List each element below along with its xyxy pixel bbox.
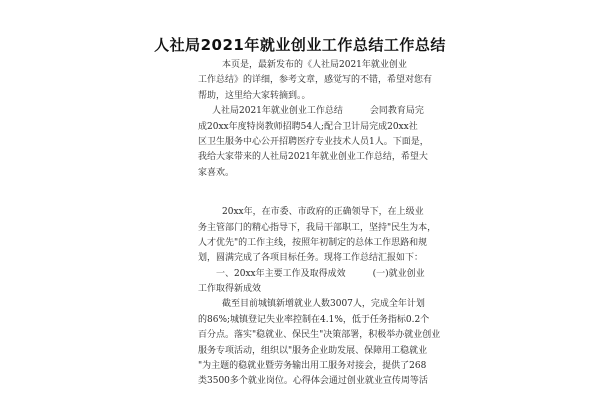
section-heading-line: 一、20xx年主要工作及取得成效 (一)就业创业 (216, 268, 425, 279)
paragraph-line: 本页是，最新发布的《人社局2021年就业创业 (222, 60, 407, 70)
section-heading-line: 工作取得新成效 (198, 284, 262, 295)
paragraph-line: 帮助，这里给大家转摘到。。 (198, 90, 311, 101)
paragraph-line: 工作总结》的详细，参考文章，感觉写的不错，希望对您有 (198, 75, 433, 86)
paragraph-line: 的86%;城镇登记失业率控制在4.1%，低于任务指标0.2个 (198, 314, 430, 325)
paragraph-line: 务主管部门的精心指导下，我局干部职工，坚持"民生为本， (198, 222, 437, 233)
paragraph-line: 家喜欢。 (198, 167, 235, 178)
paragraph-line: 人才优先"的工作主线，按照年初制定的总体工作思路和规 (198, 237, 428, 248)
document-title: 人社局2021年就业创业工作总结工作总结 (154, 36, 446, 54)
paragraph-line: "为主题的稳就业暨劳务输出用工服务对接会，提供了268 (198, 361, 427, 372)
paragraph-line: 我给大家带来的人社局2021年就业创业工作总结，希望大 (198, 152, 428, 163)
paragraph-line: 成20xx年度特岗教师招聘54人;配合卫计局完成20xx社 (198, 121, 418, 132)
document-body (198, 58, 441, 390)
paragraph-line: 截至目前城镇新增就业人数3007人，完成全年计划 (222, 299, 425, 310)
paragraph-line: 类3500多个就业岗位。心得体会通过创业就业宣传周等活 (198, 376, 428, 387)
paragraph-line: 人社局2021年就业创业工作总结 会同教育局完 (212, 106, 424, 117)
paragraph-line: 百分点。落实"稳就业、保民生"决策部署，积极举办就业创业 (198, 330, 441, 341)
paragraph-line: 20xx年，在市委、市政府的正确领导下，在上级业 (222, 207, 424, 218)
paragraph-line: 区卫生服务中心公开招聘医疗专业技术人员1人。下面是， (198, 136, 429, 147)
paragraph-line: 服务专项活动，组织以"服务企业助发展、保障用工稳就业 (198, 345, 428, 356)
paragraph-line: 划，圆满完成了各项目标任务。现将工作总结汇报如下： (198, 253, 424, 264)
